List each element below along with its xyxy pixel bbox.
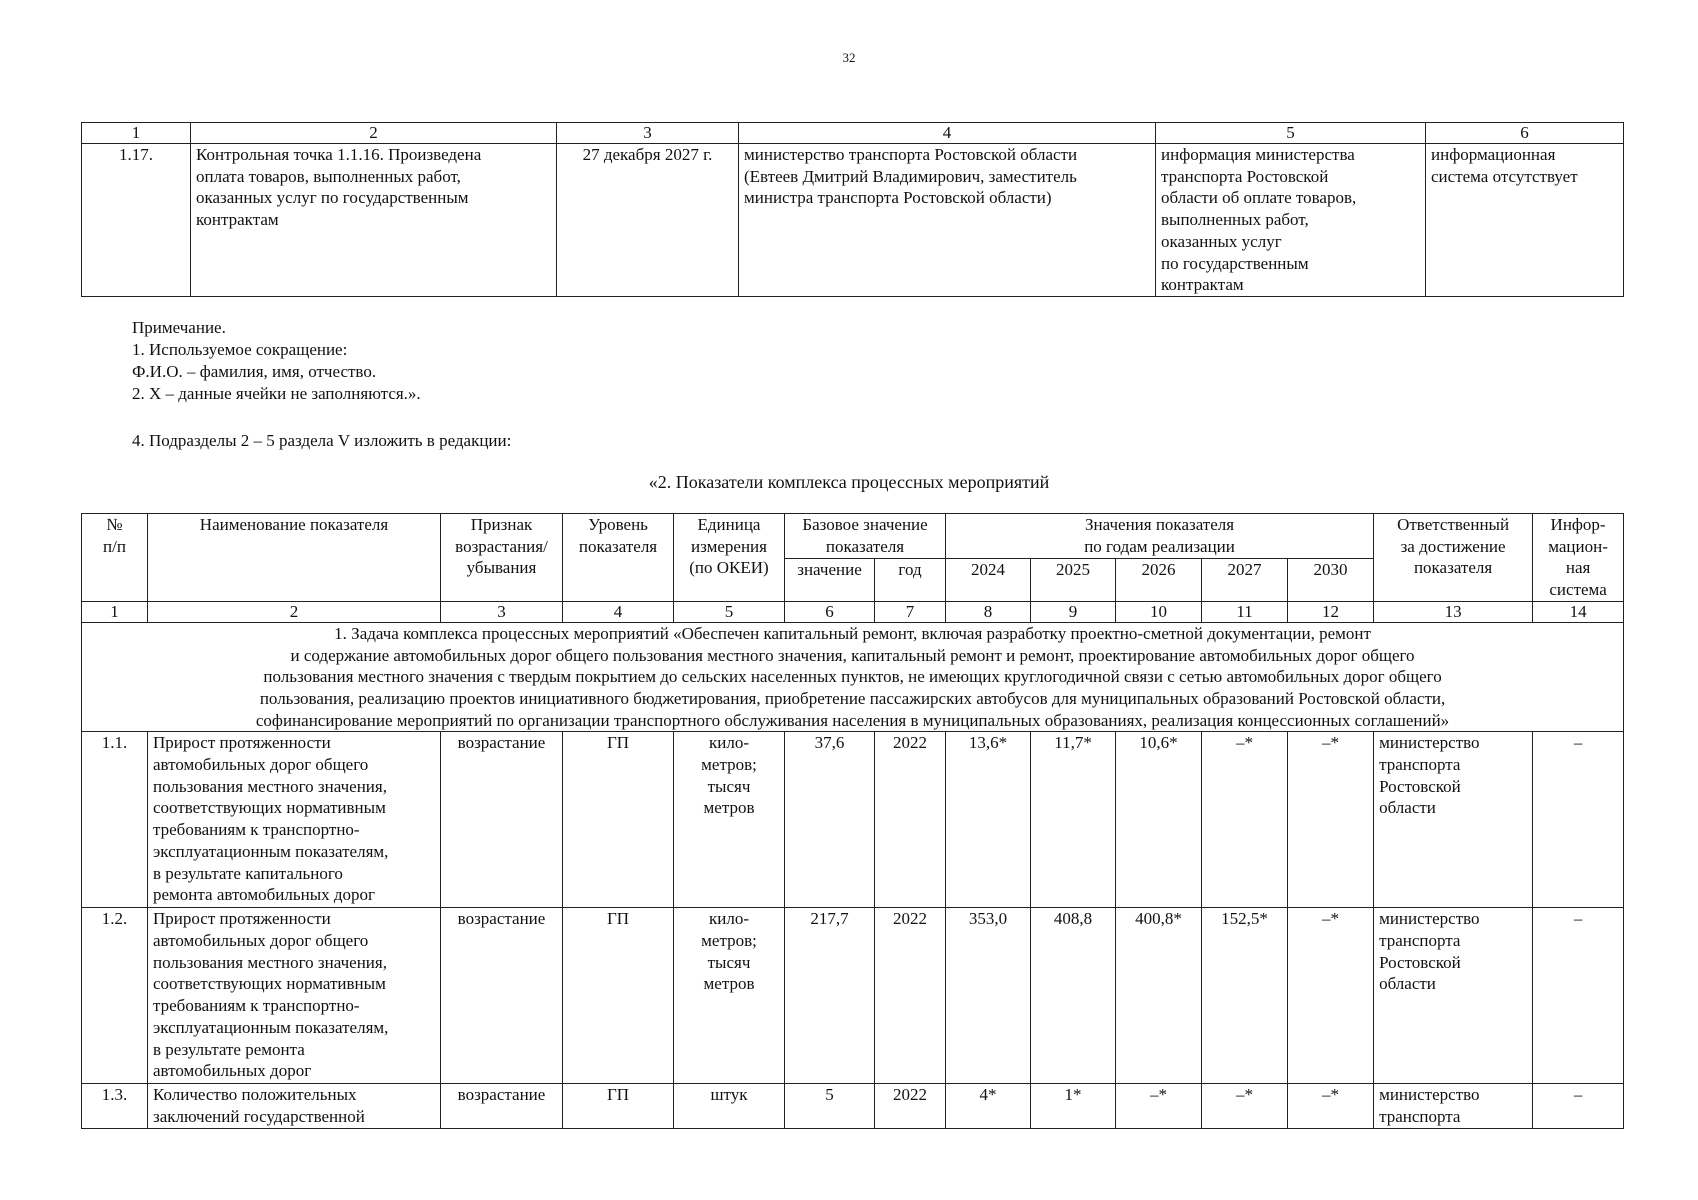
- column-number: 12: [1288, 601, 1374, 622]
- base-value-cell: 37,6: [785, 732, 875, 908]
- header-responsible: [1374, 514, 1533, 602]
- note-line: 2. X – данные ячейки не заполняются.».: [132, 384, 421, 403]
- text-line: области: [1379, 974, 1436, 994]
- task-row: [82, 622, 1624, 732]
- text-line: контрактам: [196, 210, 279, 230]
- value-2026: 10,6*: [1116, 732, 1202, 908]
- header-year: 2026: [1116, 558, 1202, 601]
- information-system: [1426, 144, 1624, 297]
- base-year-cell: 2022: [875, 908, 946, 1084]
- note-line: 1. Используемое сокращение:: [132, 340, 348, 359]
- header-line: показателя: [1413, 558, 1493, 578]
- text-line: контрактам: [1161, 275, 1244, 295]
- text-line: 1. Задача комплекса процессных мероприятий «Обеспечен капитальный ремонт, включая разработку проектно-сметной документации, ремонт: [334, 623, 1371, 643]
- header-line: убывания: [466, 558, 537, 578]
- header-level: [563, 514, 674, 602]
- system-cell: –: [1533, 908, 1624, 1084]
- confirming-document: [1156, 144, 1426, 297]
- text-line: по государственным: [1161, 253, 1309, 273]
- column-number-row: [82, 123, 1624, 144]
- text-line: министра транспорта Ростовской области): [744, 188, 1052, 208]
- sign-cell: возрастание: [441, 1084, 563, 1128]
- header-base-year: год: [875, 558, 946, 601]
- text-line: кило-: [708, 733, 749, 753]
- sign-cell: возрастание: [441, 908, 563, 1084]
- text-line: пользования местного значения,: [153, 952, 387, 972]
- text-line: система отсутствует: [1431, 166, 1578, 186]
- value-2024: 4*: [946, 1084, 1031, 1128]
- text-line: тысяч: [707, 952, 751, 972]
- text-line: тысяч: [707, 776, 751, 796]
- column-number: 1: [82, 123, 191, 144]
- header-sign: [441, 514, 563, 602]
- value-2027: –*: [1202, 1084, 1288, 1128]
- text-line: метров: [703, 974, 755, 994]
- column-number: 4: [563, 601, 674, 622]
- indicators-table: [81, 513, 1624, 1129]
- header-line: Инфор-: [1550, 515, 1606, 534]
- base-value-cell: 5: [785, 1084, 875, 1128]
- header-line: Значения показателя: [1085, 515, 1235, 534]
- responsible-cell: [1374, 732, 1533, 908]
- text-line: заключений государственной: [153, 1107, 365, 1127]
- task-description: [82, 622, 1624, 732]
- text-line: пользования местного значения с твердым покрытием до сельских населенных пунктов, не имеющих круглогодичной связи с сетью автомобильных дорог общего: [263, 667, 1442, 687]
- header-name: Наименование показателя: [148, 514, 441, 602]
- text-line: софинансирование мероприятий по организации транспортного обслуживания населения в муниципальных образованиях, реализация концессионных соглашений»: [255, 710, 1450, 730]
- value-2025: 1*: [1031, 1084, 1116, 1128]
- header-year: 2027: [1202, 558, 1288, 601]
- row-number: 1.3.: [82, 1084, 148, 1128]
- text-line: Количество положительных: [153, 1085, 357, 1105]
- text-line: кило-: [708, 909, 749, 929]
- header-num: [82, 514, 148, 602]
- column-number: 14: [1533, 601, 1624, 622]
- header-row: [82, 514, 1624, 559]
- header-line: за достижение: [1400, 536, 1506, 556]
- text-line: метров;: [701, 755, 757, 775]
- column-number-row: [82, 601, 1624, 622]
- section-title: «2. Показатели комплекса процессных мероприятий: [648, 472, 1050, 492]
- text-line: министерство: [1379, 733, 1480, 753]
- indicator-name: [148, 1084, 441, 1128]
- text-line: эксплуатационным показателям,: [153, 1017, 389, 1037]
- value-2025: 408,8: [1031, 908, 1116, 1084]
- text-line: Прирост протяженности: [153, 909, 331, 929]
- text-line: эксплуатационным показателям,: [153, 841, 389, 861]
- value-2027: –*: [1202, 732, 1288, 908]
- value-2026: –*: [1116, 1084, 1202, 1128]
- header-values: [946, 514, 1374, 559]
- header-unit: [674, 514, 785, 602]
- text-line: выполненных работ,: [1161, 210, 1309, 230]
- column-number: 10: [1116, 601, 1202, 622]
- base-year-cell: 2022: [875, 1084, 946, 1128]
- text-line: ремонта автомобильных дорог: [153, 885, 375, 905]
- header-year: 2024: [946, 558, 1031, 601]
- note-line: Примечание.: [132, 318, 226, 337]
- value-2027: 152,5*: [1202, 908, 1288, 1084]
- system-cell: –: [1533, 732, 1624, 908]
- amendment-point: 4. Подразделы 2 – 5 раздела V изложить в редакции:: [132, 431, 512, 450]
- indicator-name: [148, 732, 441, 908]
- text-line: информационная: [1431, 145, 1556, 164]
- table-row: [82, 732, 1624, 908]
- text-line: области: [1379, 798, 1436, 818]
- value-2024: 353,0: [946, 908, 1031, 1084]
- table-row: [82, 908, 1624, 1084]
- system-cell: –: [1533, 1084, 1624, 1128]
- header-line: Признак: [470, 515, 533, 534]
- responsible-executor: [739, 144, 1156, 297]
- text-line: Ростовской: [1379, 952, 1461, 972]
- header-line: измерения: [691, 536, 767, 556]
- text-line: министерство: [1379, 1085, 1480, 1105]
- text-line: соответствующих нормативным: [153, 974, 386, 994]
- text-line: (Евтеев Дмитрий Владимирович, заместитель: [744, 166, 1077, 186]
- base-value-cell: 217,7: [785, 908, 875, 1084]
- column-number: 11: [1202, 601, 1288, 622]
- header-line: Ответственный: [1397, 515, 1510, 534]
- header-base-value: значение: [785, 558, 875, 601]
- unit-cell: [674, 908, 785, 1084]
- control-points-table: [81, 122, 1624, 297]
- sign-cell: возрастание: [441, 732, 563, 908]
- value-2030: –*: [1288, 732, 1374, 908]
- level-cell: ГП: [563, 732, 674, 908]
- base-year-cell: 2022: [875, 732, 946, 908]
- column-number: 3: [441, 601, 563, 622]
- text-line: в результате ремонта: [153, 1039, 305, 1059]
- header-line: Базовое значение: [802, 515, 928, 534]
- header-line: система: [1549, 580, 1607, 600]
- text-line: транспорта Ростовской: [1161, 166, 1329, 186]
- header-line: (по ОКЕИ): [689, 558, 769, 578]
- text-line: требованиям к транспортно-: [153, 820, 360, 840]
- column-number: 8: [946, 601, 1031, 622]
- level-cell: ГП: [563, 1084, 674, 1128]
- value-2030: –*: [1288, 1084, 1374, 1128]
- header-line: Уровень: [588, 515, 648, 534]
- text-line: метров: [703, 798, 755, 818]
- header-line: по годам реализации: [1084, 536, 1235, 556]
- row-number: 1.2.: [82, 908, 148, 1084]
- text-line: Ростовской: [1379, 776, 1461, 796]
- text-line: области об оплате товаров,: [1161, 188, 1357, 208]
- responsible-cell: [1374, 908, 1533, 1084]
- indicator-name: [148, 908, 441, 1084]
- value-2030: –*: [1288, 908, 1374, 1084]
- text-line: министерство транспорта Ростовской области: [744, 145, 1078, 164]
- text-line: требованиям к транспортно-: [153, 996, 360, 1016]
- unit-cell: [674, 732, 785, 908]
- text-line: в результате капитального: [153, 863, 343, 883]
- text-line: и содержание автомобильных дорог общего пользования местного значения, капитальный ремонт и ремонт, проектирование автомобильных дорог общего: [290, 645, 1415, 665]
- header-line: мацион-: [1548, 536, 1608, 556]
- column-number: 4: [739, 123, 1156, 144]
- unit-cell: [674, 1084, 785, 1128]
- level-cell: ГП: [563, 908, 674, 1084]
- text-line: соответствующих нормативным: [153, 798, 386, 818]
- text-line: транспорта: [1379, 931, 1461, 951]
- text-line: оплата товаров, выполненных работ,: [196, 166, 461, 186]
- control-point-date: 27 декабря 2027 г.: [557, 144, 739, 297]
- responsible-cell: [1374, 1084, 1533, 1128]
- header-line: п/п: [103, 536, 126, 556]
- value-2026: 400,8*: [1116, 908, 1202, 1084]
- header-base: [785, 514, 946, 559]
- header-line: Единица: [697, 515, 761, 534]
- value-2025: 11,7*: [1031, 732, 1116, 908]
- header-line: возрастания/: [455, 536, 548, 556]
- text-line: информация министерства: [1161, 145, 1355, 164]
- row-number: 1.1.: [82, 732, 148, 908]
- column-number: 1: [82, 601, 148, 622]
- text-line: штук: [710, 1085, 748, 1105]
- text-line: транспорта: [1379, 755, 1461, 775]
- control-point-name: [191, 144, 557, 297]
- column-number: 6: [1426, 123, 1624, 144]
- value-2024: 13,6*: [946, 732, 1031, 908]
- row-number: 1.17.: [82, 144, 191, 297]
- column-number: 13: [1374, 601, 1533, 622]
- text-line: транспорта: [1379, 1107, 1461, 1127]
- table-row: [82, 1084, 1624, 1128]
- note-block: [132, 317, 421, 405]
- text-line: Контрольная точка 1.1.16. Произведена: [196, 145, 482, 164]
- text-line: автомобильных дорог общего: [153, 755, 369, 775]
- note-line: Ф.И.О. – фамилия, имя, отчество.: [132, 362, 377, 381]
- text-line: оказанных услуг: [1161, 231, 1282, 251]
- column-number: 5: [1156, 123, 1426, 144]
- text-line: автомобильных дорог общего: [153, 931, 369, 951]
- column-number: 5: [674, 601, 785, 622]
- header-line: ная: [1565, 558, 1591, 578]
- header-system: [1533, 514, 1624, 602]
- header-line: показателя: [825, 536, 905, 556]
- text-line: пользования местного значения,: [153, 776, 387, 796]
- column-number: 7: [875, 601, 946, 622]
- column-number: 6: [785, 601, 875, 622]
- text-line: министерство: [1379, 909, 1480, 929]
- header-year: 2030: [1288, 558, 1374, 601]
- text-line: метров;: [701, 931, 757, 951]
- text-line: оказанных услуг по государственным: [196, 188, 469, 208]
- column-number: 2: [148, 601, 441, 622]
- header-line: показателя: [578, 536, 658, 556]
- column-number: 3: [557, 123, 739, 144]
- column-number: 2: [191, 123, 557, 144]
- column-number: 9: [1031, 601, 1116, 622]
- text-line: пользования, реализацию проектов инициативного бюджетирования, приобретение пассажирских автобусов для муниципальных образований Ростовской области,: [259, 688, 1446, 708]
- header-year: 2025: [1031, 558, 1116, 601]
- header-line: №: [106, 515, 123, 534]
- text-line: Прирост протяженности: [153, 733, 331, 753]
- text-line: автомобильных дорог: [153, 1061, 312, 1081]
- page-number: 32: [842, 50, 856, 65]
- table-row: [82, 144, 1624, 297]
